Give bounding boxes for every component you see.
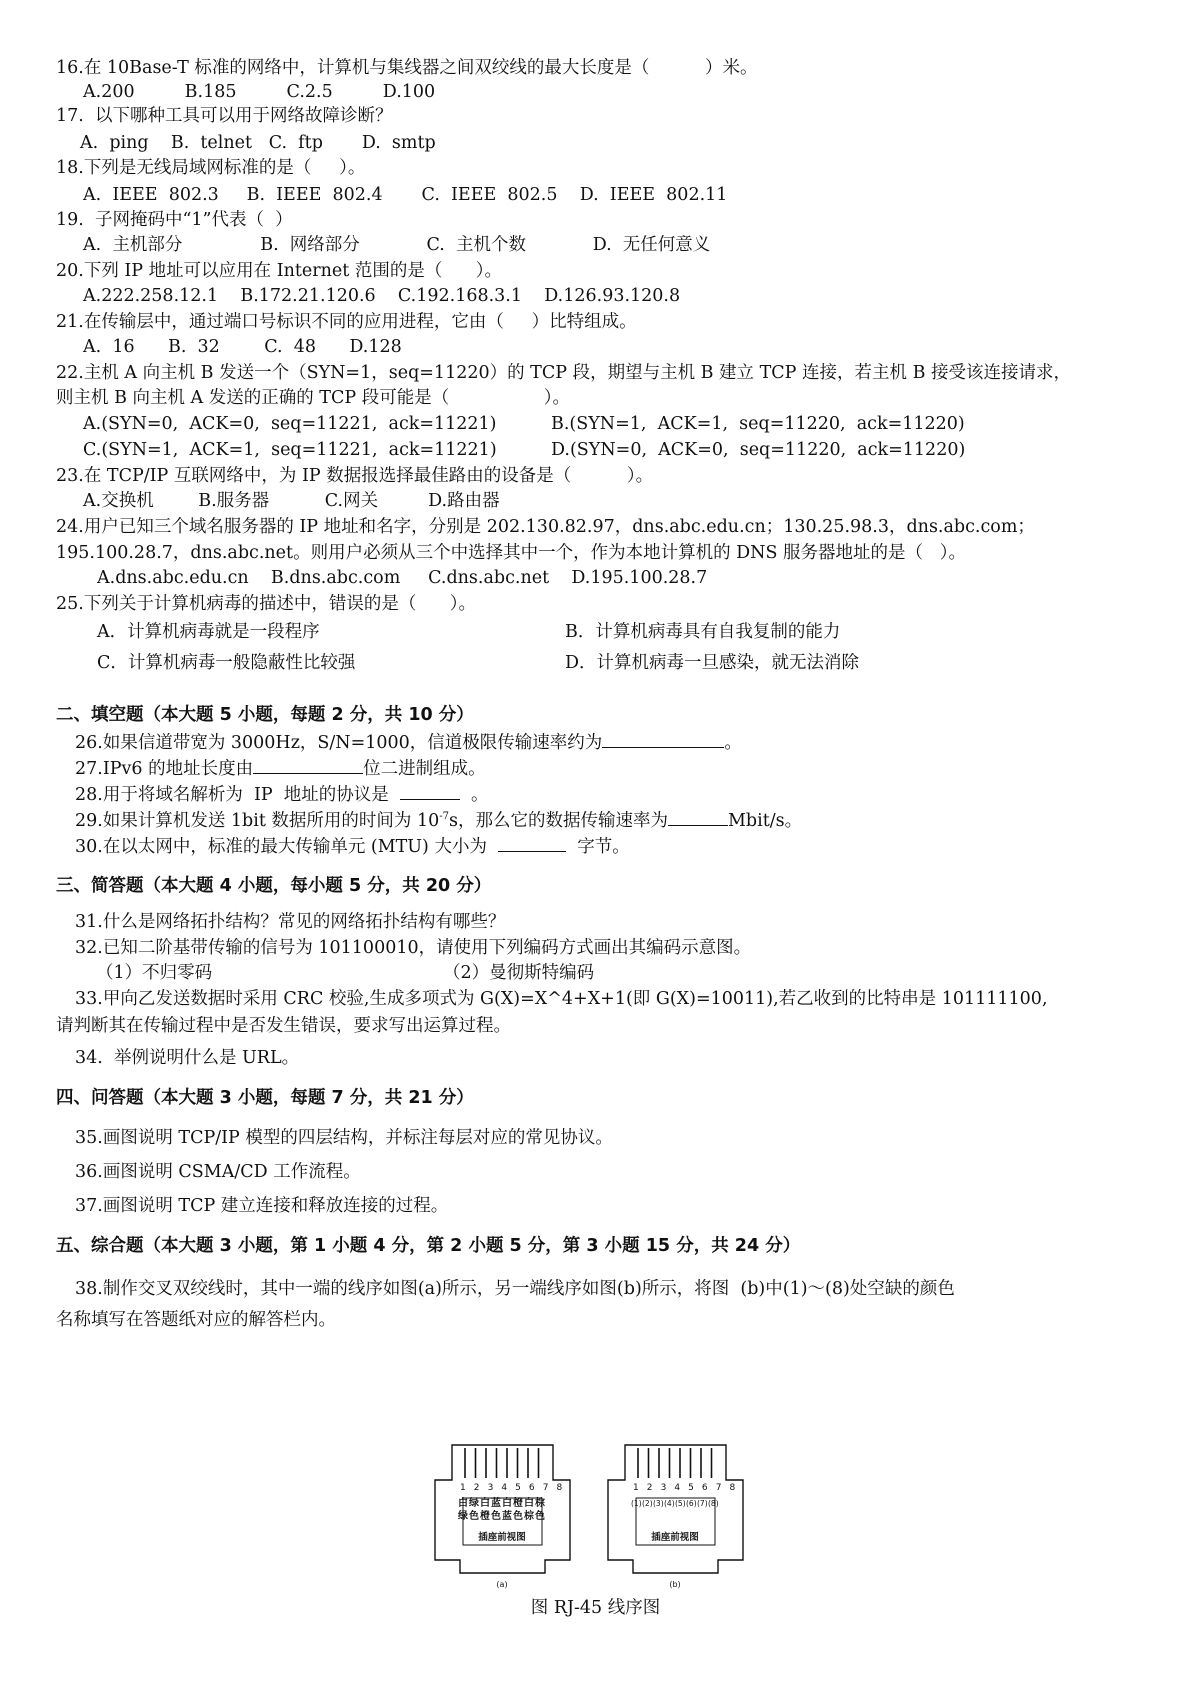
color-cell: 蓝 bbox=[491, 1498, 501, 1509]
question-29: 29.如果计算机发送 1bit 数据所用的时间为 $10^{-7}s$，那么它的数据传输速率为 Mbit/s。 bbox=[75, 811, 803, 831]
figure-label-a: (a) bbox=[496, 1580, 508, 1589]
connector-a bbox=[435, 1445, 570, 1573]
socket-label-b: 插座前视图 bbox=[651, 1532, 699, 1543]
answer-blank[interactable] bbox=[400, 783, 460, 800]
question-32-sub-1: （1）不归零码 bbox=[96, 963, 213, 983]
question-26: 26.如果信道带宽为 3000Hz，S/N=1000，信道极限传输速率约为 。 bbox=[75, 733, 742, 753]
question-25-option-d: D．计算机病毒一旦感染，就无法消除 bbox=[565, 653, 860, 673]
question-22-option-d: D.(SYN=0, ACK=0, seq=11220, ack=11220) bbox=[551, 440, 966, 460]
question-18-options: A. IEEE 802.3 B. IEEE 802.4 C. IEEE 802.5 D. IEEE 802.11 bbox=[83, 185, 728, 205]
question-33-line-1: 33.甲向乙发送数据时采用 CRC 校验,生成多项式为 G(X)=X^4+X+1(即 G(X)=10011),若乙收到的比特串是 101111100, bbox=[75, 989, 1048, 1009]
question-25: 25.下列关于计算机病毒的描述中，错误的是（ ）。 bbox=[56, 594, 476, 614]
question-35: 35.画图说明 TCP/IP 模型的四层结构，并标注每层对应的常见协议。 bbox=[75, 1128, 613, 1148]
pin-numbers-a: 1 2 3 4 5 6 7 8 bbox=[460, 1483, 565, 1493]
color-cell: 色 bbox=[469, 1511, 479, 1522]
question-25-option-c: C．计算机病毒一般隐蔽性比较强 bbox=[97, 653, 356, 673]
color-cell: 色 bbox=[513, 1511, 523, 1522]
color-cell: 橙 bbox=[480, 1511, 490, 1522]
section-3-heading: 三、简答题（本大题 4 小题，每小题 5 分，共 20 分） bbox=[56, 876, 492, 896]
color-cell: 绿 bbox=[469, 1498, 479, 1509]
color-cell: 白 bbox=[502, 1498, 512, 1509]
color-cell: (4) bbox=[664, 1499, 675, 1508]
question-20-options: A.222.258.12.1 B.172.21.120.6 C.192.168.3.1 D.126.93.120.8 bbox=[83, 286, 681, 306]
color-cell: 白 bbox=[480, 1498, 490, 1509]
question-19: 19. 子网掩码中“1”代表（ ） bbox=[56, 210, 293, 230]
question-32-sub-2: （2）曼彻斯特编码 bbox=[443, 963, 595, 983]
question-16: 16.在 10Base-T 标准的网络中，计算机与集线器之间双绞线的最大长度是（ ）米。 bbox=[56, 58, 758, 78]
question-27: 27.IPv6 的地址长度由 位二进制组成。 bbox=[75, 759, 486, 779]
question-24-options: A.dns.abc.edu.cn B.dns.abc.com C.dns.abc.net D.195.100.28.7 bbox=[97, 568, 708, 588]
question-37: 37.画图说明 TCP 建立连接和释放连接的过程。 bbox=[75, 1196, 449, 1216]
color-cell: (8) bbox=[708, 1499, 719, 1508]
question-19-options: A. 主机部分 B. 网络部分 C. 主机个数 D. 无任何意义 bbox=[83, 235, 711, 255]
color-cell: 棕 bbox=[524, 1511, 534, 1522]
question-38-line-1: 38.制作交叉双绞线时，其中一端的线序如图(a)所示，另一端线序如图(b)所示，将图 (b)中(1)～(8)处空缺的颜色 bbox=[75, 1279, 955, 1299]
question-23: 23.在 TCP/IP 互联网络中，为 IP 数据报选择最佳路由的设备是（ ）。 bbox=[56, 466, 654, 486]
color-cell: (3) bbox=[653, 1499, 664, 1508]
question-22-line-1: 22.主机 A 向主机 B 发送一个（SYN=1，seq=11220）的 TCP 段，期望与主机 B 建立 TCP 连接，若主机 B 接受该连接请求， bbox=[56, 363, 1071, 383]
color-cell: 蓝 bbox=[502, 1511, 512, 1522]
question-24-line-2: 195.100.28.7，dns.abc.net。则用户必须从三个中选择其中一个，作为本地计算机的 DNS 服务器地址的是（ ）。 bbox=[56, 543, 966, 563]
answer-blank[interactable] bbox=[498, 835, 566, 852]
question-22-option-a: A.(SYN=0, ACK=0, seq=11221, ack=11221) bbox=[83, 414, 497, 434]
connector-b bbox=[608, 1445, 743, 1573]
socket-label-a: 插座前视图 bbox=[478, 1532, 526, 1543]
question-22-option-b: B.(SYN=1, ACK=1, seq=11220, ack=11220) bbox=[551, 414, 965, 434]
color-cell: (2) bbox=[642, 1499, 653, 1508]
answer-blank[interactable] bbox=[253, 757, 363, 774]
color-cell: (7) bbox=[697, 1499, 708, 1508]
question-22-line-2: 则主机 B 向主机 A 发送的正确的 TCP 段可能是（ ）。 bbox=[56, 388, 571, 408]
section-5-heading: 五、综合题（本大题 3 小题，第 1 小题 4 分，第 2 小题 5 分，第 3 小题 15 分，共 24 分） bbox=[56, 1236, 801, 1256]
color-cell: (6) bbox=[686, 1499, 697, 1508]
question-20: 20.下列 IP 地址可以应用在 Internet 范围的是（ ）。 bbox=[56, 261, 502, 281]
color-cell: 绿 bbox=[458, 1511, 468, 1522]
answer-blank[interactable] bbox=[602, 731, 724, 748]
color-cell: 橙 bbox=[513, 1498, 523, 1509]
question-21: 21.在传输层中，通过端口号标识不同的应用进程，它由（ ）比特组成。 bbox=[56, 312, 637, 332]
question-16-options: A.200 B.185 C.2.5 D.100 bbox=[83, 82, 436, 102]
question-30: 30.在以太网中，标准的最大传输单元 (MTU) 大小为 字节。 bbox=[75, 837, 630, 857]
question-17-options: A. ping B. telnet C. ftp D. smtp bbox=[80, 133, 436, 153]
question-28: 28.用于将域名解析为 IP 地址的协议是 。 bbox=[75, 785, 489, 805]
color-slots-b bbox=[631, 1499, 719, 1508]
question-25-option-b: B．计算机病毒具有自我复制的能力 bbox=[565, 622, 841, 642]
rj45-wiring-figure bbox=[425, 1440, 785, 1590]
color-cell: (1) bbox=[631, 1499, 642, 1508]
color-cell: 棕 bbox=[535, 1498, 545, 1509]
color-cell: 色 bbox=[491, 1511, 501, 1522]
section-2-heading: 二、填空题（本大题 5 小题，每题 2 分，共 10 分） bbox=[56, 705, 474, 725]
figure-label-b: (b) bbox=[669, 1580, 681, 1589]
question-21-options: A. 16 B. 32 C. 48 D.128 bbox=[83, 337, 402, 357]
figure-caption: 图 RJ-45 线序图 bbox=[530, 1598, 661, 1618]
question-36: 36.画图说明 CSMA/CD 工作流程。 bbox=[75, 1162, 361, 1182]
color-cell: (5) bbox=[675, 1499, 686, 1508]
question-38-line-2: 名称填写在答题纸对应的解答栏内。 bbox=[56, 1310, 336, 1330]
color-row-top-a bbox=[458, 1496, 545, 1509]
question-32: 32.已知二阶基带传输的信号为 101100010，请使用下列编码方式画出其编码示意图。 bbox=[75, 938, 752, 958]
question-31: 31.什么是网络拓扑结构？常见的网络拓扑结构有哪些？ bbox=[75, 912, 506, 932]
color-cell: 白 bbox=[524, 1498, 534, 1509]
question-34: 34. 举例说明什么是 URL。 bbox=[75, 1048, 300, 1068]
question-17: 17. 以下哪种工具可以用于网络故障诊断？ bbox=[56, 106, 393, 126]
question-22-option-c: C.(SYN=1, ACK=1, seq=11221, ack=11221) bbox=[83, 440, 497, 460]
color-cell: 色 bbox=[535, 1511, 545, 1522]
section-4-heading: 四、问答题（本大题 3 小题，每题 7 分，共 21 分） bbox=[56, 1088, 474, 1108]
question-25-option-a: A．计算机病毒就是一段程序 bbox=[97, 622, 320, 642]
color-cell: 白 bbox=[458, 1498, 468, 1509]
question-18: 18.下列是无线局域网标准的是（ ）。 bbox=[56, 158, 366, 178]
question-24-line-1: 24.用户已知三个域名服务器的 IP 地址和名字，分别是 202.130.82.97，dns.abc.edu.cn；130.25.98.3，dns.abc.com； bbox=[56, 517, 1035, 537]
question-33-line-2: 请判断其在传输过程中是否发生错误，要求写出运算过程。 bbox=[56, 1016, 511, 1036]
color-row-bottom-a bbox=[458, 1509, 545, 1522]
answer-blank[interactable] bbox=[668, 809, 728, 826]
question-23-options: A.交换机 B.服务器 C.网关 D.路由器 bbox=[83, 491, 500, 511]
pin-numbers-b: 1 2 3 4 5 6 7 8 bbox=[633, 1483, 738, 1493]
